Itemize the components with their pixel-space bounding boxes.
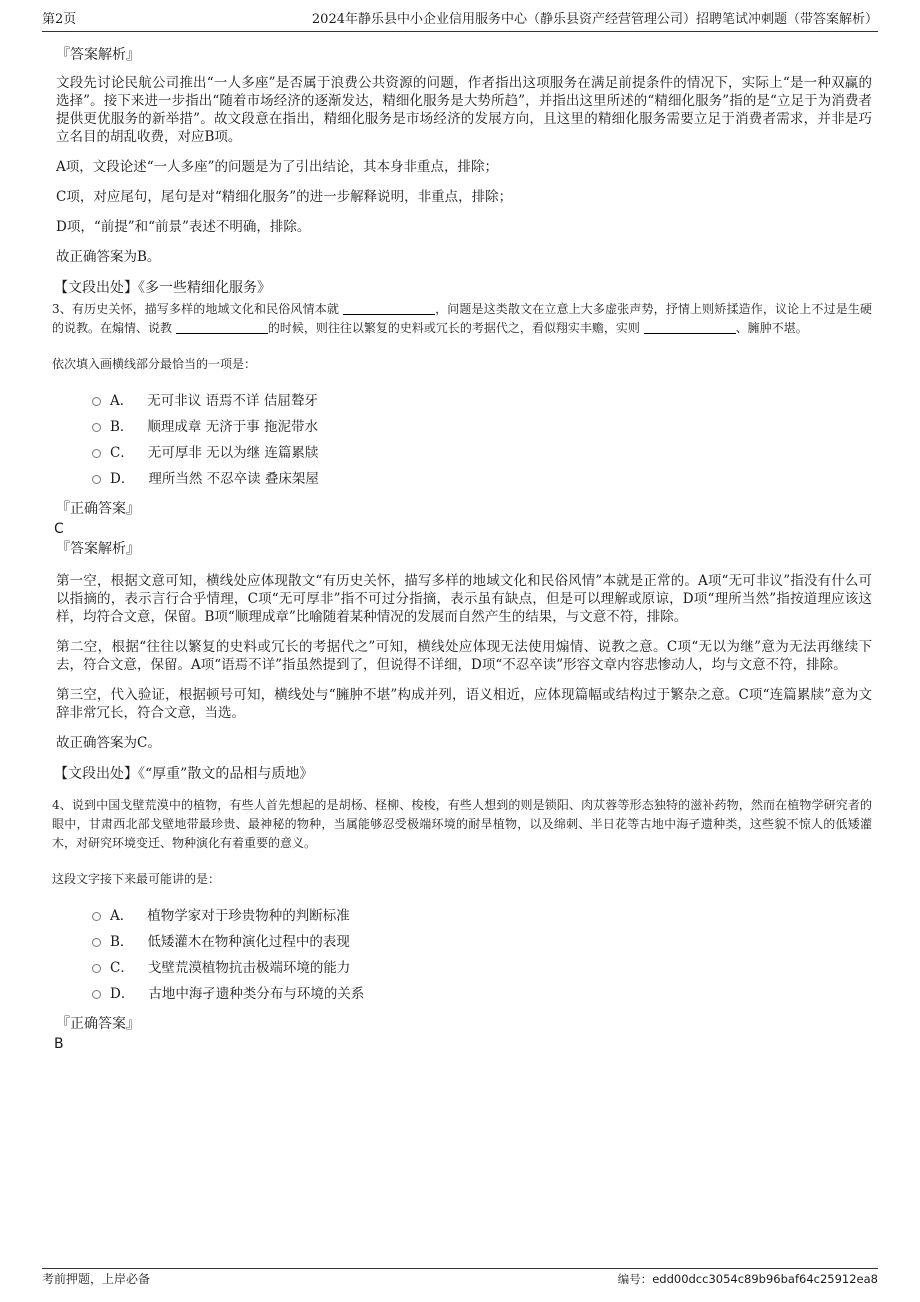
document-title: 2024年静乐县中小企业信用服务中心（静乐县资产经营管理公司）招聘笔试冲刺题（带答案解析） xyxy=(311,12,878,27)
analysis-paragraph: D项，“前提”和“前景”表述不明确，排除。 xyxy=(56,219,311,235)
question-4-text: 4、说到中国戈壁荒漠中的植物，有些人首先想起的是胡杨、柽柳、梭梭，有些人想到的则是锁阳、肉苁蓉等形态独特的滋补药物，然而在植物学研究者的眼中，甘肃西北部戈壁地带最珍贵、最神秘的物种，当属能够忍受极端环境的耐旱植物，以及绵刺、半日花等古地中海孑遗种类，这些貌不惊人的低矮灌木，对研究环境变迁、物种演化有着重要的意义。 xyxy=(52,798,872,850)
correct-answer-label: 『正确答案』 xyxy=(56,1016,140,1032)
page-header xyxy=(42,10,878,32)
question-4-prompt: 这段文字接下来最可能讲的是： xyxy=(52,872,221,886)
option-c[interactable]: C． 无可厚非 无以为继 连篇累牍 xyxy=(92,438,872,464)
radio-icon[interactable] xyxy=(92,397,101,406)
radio-icon[interactable] xyxy=(92,475,101,484)
page-footer xyxy=(42,1268,878,1290)
page-number: 第2页 xyxy=(42,12,77,27)
answer-conclusion: 故正确答案为B。 xyxy=(56,249,161,265)
option-d[interactable]: D． 古地中海孑遗种类分布与环境的关系 xyxy=(92,979,872,1005)
fill-blank xyxy=(343,303,435,315)
question-4-options xyxy=(92,901,872,1005)
option-d[interactable]: D． 理所当然 不忍卒读 叠床架屋 xyxy=(92,464,872,490)
fill-blank xyxy=(644,322,736,334)
option-b[interactable]: B． 低矮灌木在物种演化过程中的表现 xyxy=(92,927,872,953)
option-b[interactable]: B． 顺理成章 无济于事 拖泥带水 xyxy=(92,412,872,438)
option-a[interactable]: A． 植物学家对于珍贵物种的判断标准 xyxy=(92,901,872,927)
analysis-paragraph: 第三空，代入验证，根据顿号可知，横线处与“臃肿不堪”构成并列，语义相近，应体现篇幅或结构过于繁杂之意。C项“连篇累牍”意为文辞非常冗长，符合文意，当选。 xyxy=(56,687,872,721)
question-3-text: 3、有历史关怀，描写多样的地域文化和民俗风情本就 ，问题是这类散文在立意上大多虚张声势，抒情上则矫揉造作，议论上不过是生硬的说教。在煽情、说教 的时候，则往往以繁复的史料或冗长的考据代之，看似翔实丰赡，实则 、臃肿不堪。 xyxy=(52,302,872,335)
option-a[interactable]: A． 无可非议 语焉不详 佶屈聱牙 xyxy=(92,386,872,412)
answer-conclusion: 故正确答案为C。 xyxy=(56,735,161,751)
document-serial: 编号：edd00dcc3054c89b96baf64c25912ea8 xyxy=(617,1272,878,1286)
question-3-options xyxy=(92,386,872,490)
analysis-paragraph: C项，对应尾句，尾句是对“精细化服务”的进一步解释说明，非重点，排除； xyxy=(56,189,513,205)
analysis-label: 『答案解析』 xyxy=(56,541,140,557)
radio-icon[interactable] xyxy=(92,990,101,999)
radio-icon[interactable] xyxy=(92,964,101,973)
passage-source: 【文段出处】《“厚重”散文的品相与质地》 xyxy=(54,766,314,782)
page-content xyxy=(52,44,872,1053)
correct-answer: B xyxy=(54,1036,64,1052)
analysis-paragraph: A项，文段论述“一人多座”的问题是为了引出结论，其本身非重点，排除； xyxy=(56,159,499,175)
analysis-paragraph: 第二空，根据“往往以繁复的史料或冗长的考据代之”可知，横线处应体现无法使用煽情、说教之意。C项“无以为继”意为无法再继续下去，符合文意，保留。A项“语焉不详”指虽然提到了，但说得不详细，D项“不忍卒读”形容文章内容悲惨动人，均与文意不符，排除。 xyxy=(56,639,872,673)
fill-blank xyxy=(176,322,268,334)
analysis-paragraph: 第一空，根据文意可知，横线处应体现散文“有历史关怀，描写多样的地域文化和民俗风情”本就是正常的。A项“无可非议”指没有什么可以指摘的，表示言行合乎情理，C项“无可厚非”指不可过分指摘，表示虽有缺点，但是可以理解或原谅，D项“理所当然”指按道理应该这样，均符合文意，保留。B项“顺理成章”比喻随着某种情况的发展而自然产生的结果，与文意不符，排除。 xyxy=(56,573,872,625)
correct-answer-label: 『正确答案』 xyxy=(56,501,140,517)
correct-answer: C xyxy=(54,521,64,537)
radio-icon[interactable] xyxy=(92,449,101,458)
footer-slogan: 考前押题，上岸必备 xyxy=(42,1272,151,1286)
option-c[interactable]: C． 戈壁荒漠植物抗击极端环境的能力 xyxy=(92,953,872,979)
question-3-prompt: 依次填入画横线部分最恰当的一项是： xyxy=(52,357,257,371)
radio-icon[interactable] xyxy=(92,912,101,921)
radio-icon[interactable] xyxy=(92,423,101,432)
radio-icon[interactable] xyxy=(92,938,101,947)
analysis-label: 『答案解析』 xyxy=(56,47,140,63)
passage-source: 【文段出处】《多一些精细化服务》 xyxy=(54,280,271,296)
analysis-paragraph: 文段先讨论民航公司推出“一人多座”是否属于浪费公共资源的问题，作者指出这项服务在满足前提条件的情况下，实际上“是一种双赢的选择”。接下来进一步指出“随着市场经济的逐渐发达，精细化服务是大势所趋”，并指出这里所述的“精细化服务”指的是“立足于为消费者提供更优服务的新举措”。故文段意在指出，精细化服务是市场经济的发展方向，且这里的精细化服务需要立足于消费者需求，并非是巧立名目的胡乱收费，对应B项。 xyxy=(56,75,872,145)
